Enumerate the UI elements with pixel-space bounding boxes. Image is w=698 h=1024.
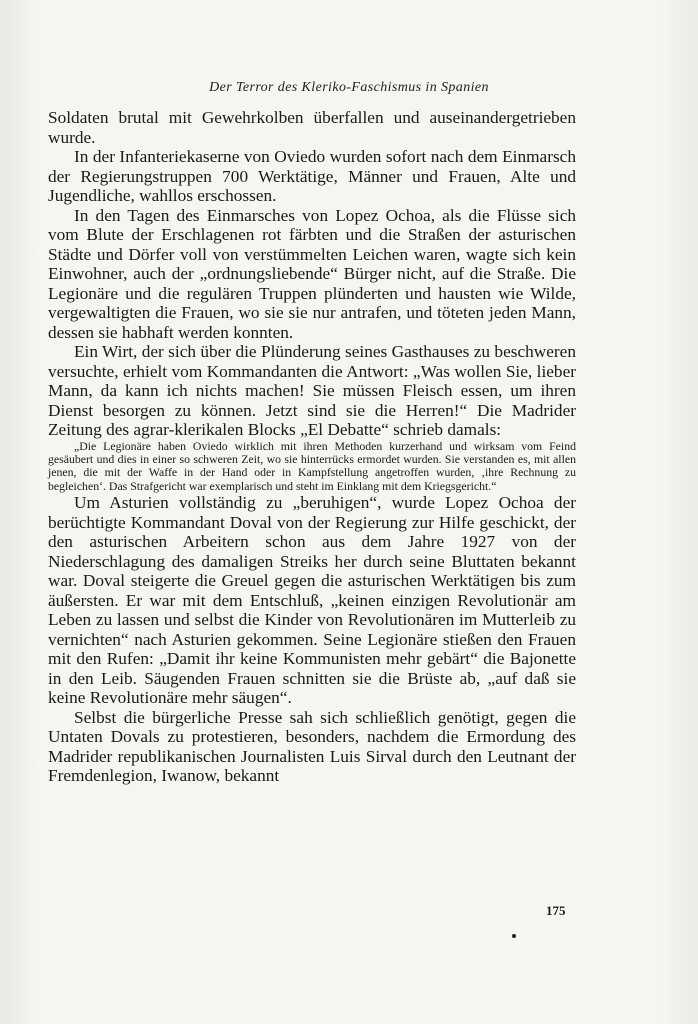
- paragraph: In der Infanteriekaserne von Oviedo wurden sofort nach dem Einmarsch der Regierungstruppen 700 Werktätige, Männer und Frauen, Alte und Jugendliche, wahllos erschossen.: [48, 147, 576, 205]
- paragraph: Selbst die bürgerliche Presse sah sich schließlich genötigt, gegen die Untaten Dovals zu protestieren, besonders, nachdem die Ermordung des Madrider republikanischen Journalisten Luis Sirval durch den Leutnant der Fremdenlegion, Iwanow, bekannt: [48, 707, 576, 786]
- paragraph: In den Tagen des Einmarsches von Lopez Ochoa, als die Flüsse sich vom Blute der Erschlagenen rot färbten und die Straßen der asturischen Städte und Dörfer voll von verstümmelten Leichen waren, wagte sich kein Einwohner, auch der „ordnungsliebende“ Bürger nicht, auf die Straße. Die Legionäre und die regulären Truppen plünderten und hausten wie Wilde, vergewaltigten die Frauen, wo sie sie nur antrafen, und töteten jeden Mann, dessen sie habhaft werden konnten.: [48, 205, 576, 342]
- body-text: [48, 108, 576, 786]
- paragraph: Um Asturien vollständig zu „beruhigen“, wurde Lopez Ochoa der berüchtigte Kommandant Doval von der Regierung zur Hilfe geschickt, der den asturischen Arbeitern schon aus dem Jahre 1927 von der Niederschlagung des damaligen Streiks her durch seine Bluttaten bekannt war. Doval steigerte die Greuel gegen die asturischen Werktätigen bis zum äußersten. Er war mit dem Entschluß, „keinen einzigen Revolutionär am Leben zu lassen und selbst die Kinder von Revolutionären im Mutterleib zu vernichten“ nach Asturien gekommen. Seine Legionäre stießen den Frauen mit den Rufen: „Damit ihr keine Kommunisten mehr gebärt“ die Bajonette in den Leib. Säugenden Frauen schnitten sie die Brüste ab, „auf daß sie keine Revolutionäre mehr säugen“.: [48, 493, 576, 708]
- ink-speck: [512, 934, 516, 938]
- block-quote: „Die Legionäre haben Oviedo wirklich mit ihren Methoden kurzerhand und wirksam vom Feind gesäubert und dies in einer so schweren Zeit, wo sie hinterrücks ermordet wurden. Sie verstanden es, mit allen jenen, die mit der Waffe in der Hand oder in Kampfstellung angetroffen wurden, ‚ihre Rechnung zu begleichen‘. Das Strafgericht war exemplarisch und steht im Einklang mit dem Kriegsgericht.“: [48, 438, 576, 493]
- paragraph: Soldaten brutal mit Gewehrkolben überfallen und auseinandergetrieben wurde.: [48, 108, 576, 147]
- page-number: 175: [546, 903, 566, 918]
- paragraph: Ein Wirt, der sich über die Plünderung seines Gasthauses zu beschweren versuchte, erhielt vom Kommandanten die Antwort: „Was wollen Sie, lieber Mann, da kann ich nichts machen! Sie müssen Fleisch essen, um ihren Dienst besorgen zu können. Jetzt sind sie die Herren!“ Die Madrider Zeitung des agrar-klerikalen Blocks „El Debatte“ schrieb damals:: [48, 342, 576, 439]
- running-head: Der Terror des Kleriko-Faschismus in Spanien: [209, 80, 489, 95]
